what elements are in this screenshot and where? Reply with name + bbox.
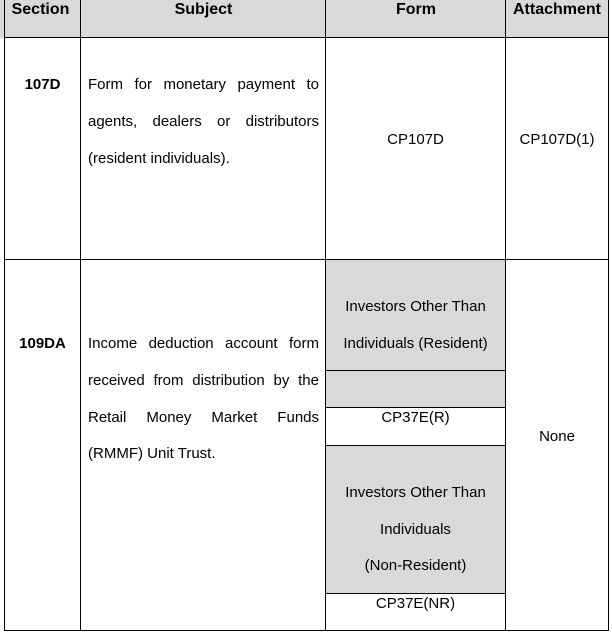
subject-line: agents, dealers or distributors: [88, 113, 319, 130]
subject-line: Retail Money Market Funds: [88, 409, 319, 426]
header-form-label: Form: [396, 1, 436, 18]
attachment-none: None: [539, 428, 575, 445]
grid-line: [4, 630, 609, 631]
header-section-label: Section: [11, 1, 70, 18]
subject-line: Form for monetary payment to: [88, 76, 319, 93]
form-category-line: Individuals: [380, 521, 451, 538]
attachment-cp107d-1: CP107D(1): [519, 131, 595, 148]
subject-line: Income deduction account form: [88, 335, 319, 352]
grid-line: [325, 370, 506, 371]
header-form: [326, 0, 506, 38]
form-category-line: Investors Other Than: [345, 298, 486, 315]
subject-line: (RMMF) Unit Trust.: [88, 445, 216, 462]
grid-line: [325, 445, 506, 446]
form-code-cp107d: CP107D: [387, 131, 444, 148]
grid-line: [80, 0, 81, 631]
form-category-line: Individuals (Resident): [343, 335, 488, 352]
header-attachment: [506, 0, 608, 38]
grid-line: [4, 259, 609, 260]
header-subject: [81, 0, 326, 38]
header-section: [0, 0, 81, 38]
form-code-cp37e-r: CP37E(R): [381, 409, 450, 426]
subject-line: received from distribution by the: [88, 372, 319, 389]
form-code-cp37e-nr: CP37E(NR): [375, 595, 456, 612]
form-category-line: Investors Other Than: [345, 484, 486, 501]
form-category-line: (Non-Resident): [364, 557, 467, 574]
grid-line: [608, 0, 609, 631]
header-subject-label: Subject: [174, 1, 233, 18]
row-section-107d: 107D: [24, 76, 61, 93]
subject-line: (resident individuals).: [88, 150, 230, 167]
row-section-109da: 109DA: [19, 335, 66, 352]
header-attachment-label: Attachment: [512, 1, 601, 18]
grid-line: [4, 37, 609, 38]
grid-line: [505, 0, 506, 631]
